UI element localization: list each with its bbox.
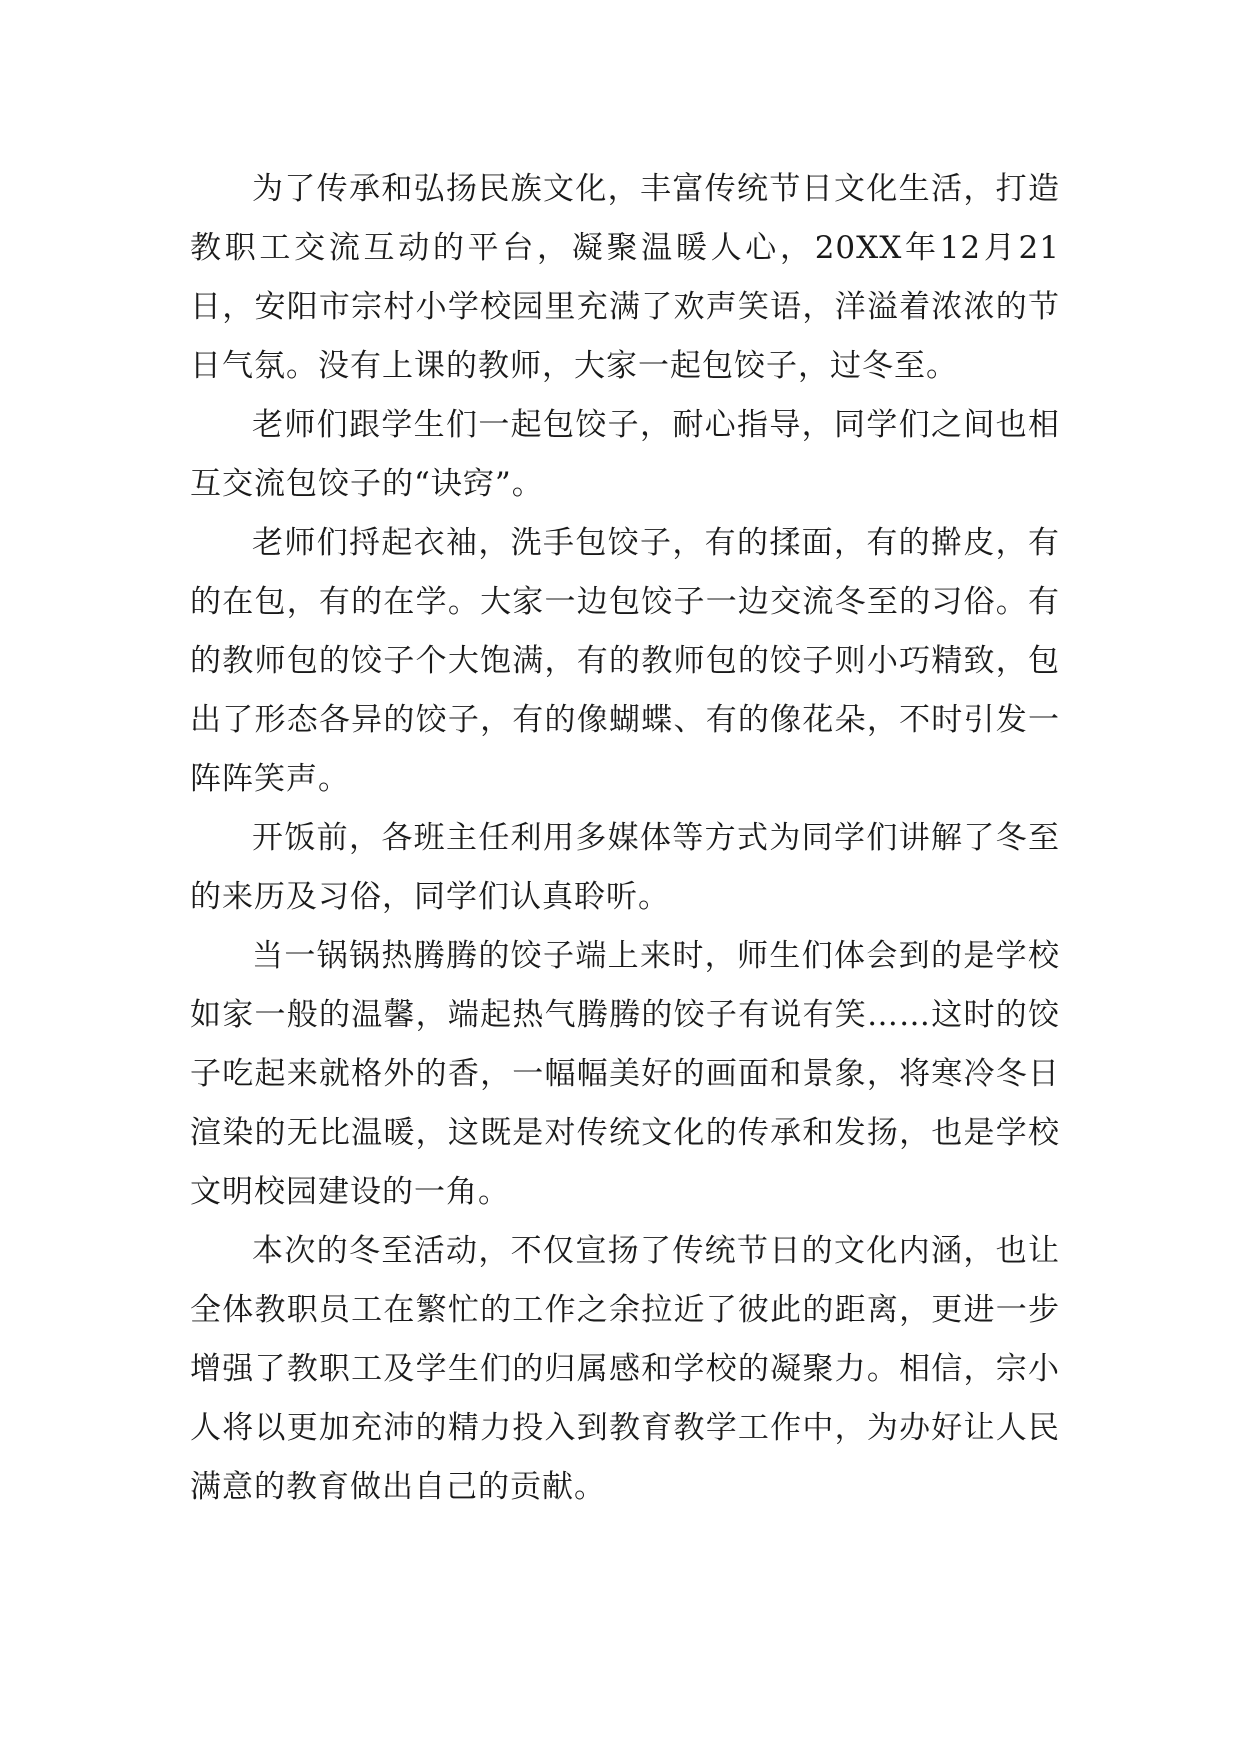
paragraph-4: 开饭前，各班主任利用多媒体等方式为同学们讲解了冬至的来历及习俗，同学们认真聆听。 — [190, 820, 1060, 915]
paragraph-3: 老师们捋起衣袖，洗手包饺子，有的揉面，有的擀皮，有的在包，有的在学。大家一边包饺子一边交流冬至的习俗。有的教师包的饺子个大饱满，有的教师包的饺子则小巧精致，包出了形态各异的饺子，有的像蝴蝶、有的像花朵，不时引发一阵阵笑声。 — [190, 525, 1060, 797]
paragraph-6: 本次的冬至活动，不仅宣扬了传统节日的文化内涵，也让全体教职员工在繁忙的工作之余拉近了彼此的距离，更进一步增强了教职工及学生们的归属感和学校的凝聚力。相信，宗小人将以更加充沛的精力投入到教育教学工作中，为办好让人民满意的教育做出自己的贡献。 — [190, 1233, 1060, 1505]
paragraph-5: 当一锅锅热腾腾的饺子端上来时，师生们体会到的是学校如家一般的温馨，端起热气腾腾的饺子有说有笑……这时的饺子吃起来就格外的香，一幅幅美好的画面和景象，将寒冷冬日渲染的无比温暖，这既是对传统文化的传承和发扬，也是学校文明校园建设的一角。 — [190, 938, 1060, 1210]
paragraph-1: 为了传承和弘扬民族文化，丰富传统节日文化生活，打造教职工交流互动的平台，凝聚温暖人心，20XX年12月21日，安阳市宗村小学校园里充满了欢声笑语，洋溢着浓浓的节日气氛。没有上课的教师，大家一起包饺子，过冬至。 — [190, 171, 1060, 384]
article-body — [190, 160, 1060, 1517]
paragraph-2: 老师们跟学生们一起包饺子，耐心指导，同学们之间也相互交流包饺子的“诀窍”。 — [190, 407, 1060, 502]
